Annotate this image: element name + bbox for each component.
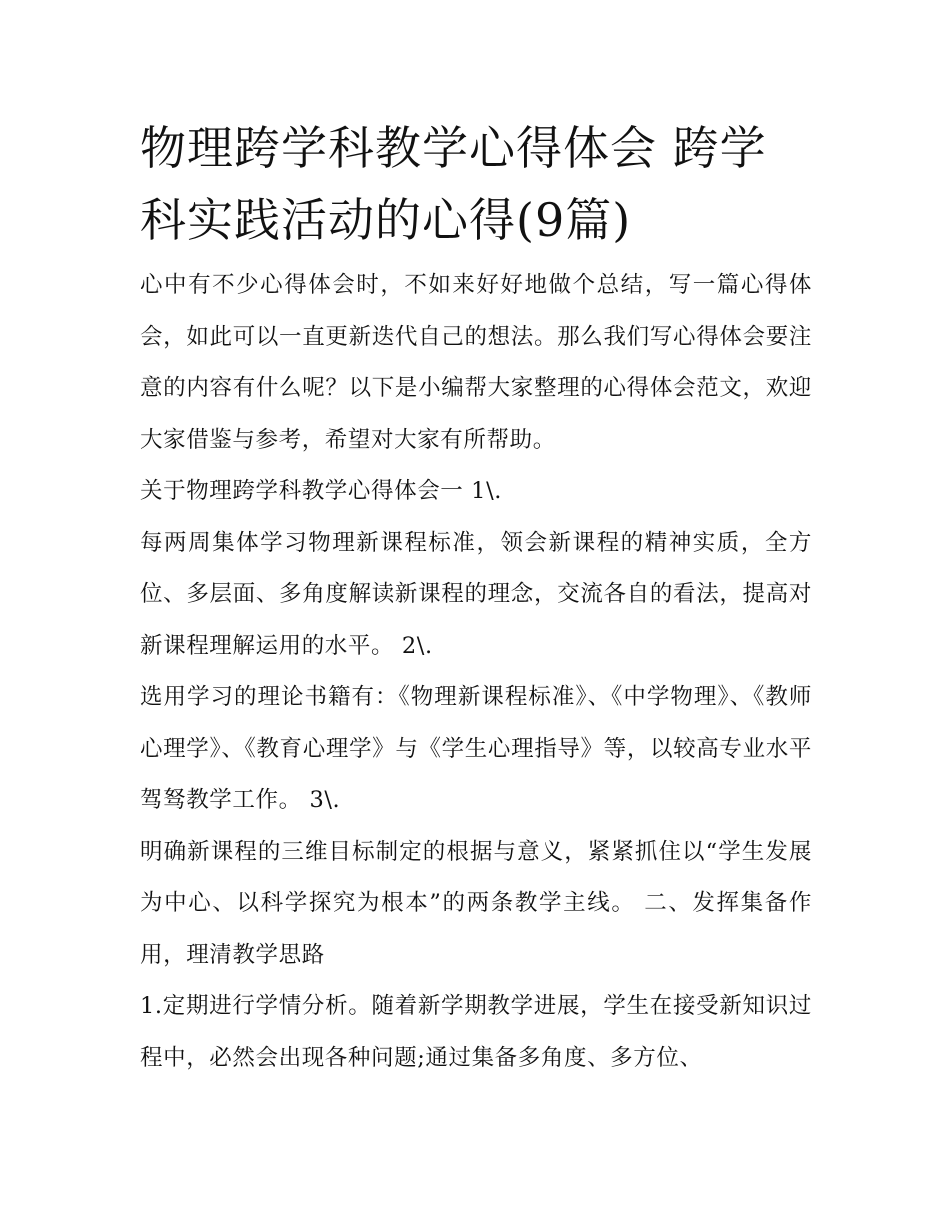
paragraph-item-4: 1.定期进行学情分析。随着新学期教学进展，学生在接受新知识过程中，必然会出现各种问题;通过集备多角度、多方位、 — [140, 993, 812, 1071]
paragraph-item-2: 选用学习的理论书籍有：《物理新课程标准》、《中学物理》、《教师心理学》、《教育心理学》与《学生心理指导》等，以较高专业水平驾驽教学工作。 3\. — [140, 684, 812, 813]
document-title: 物理跨学科教学心得体会 跨学科实践活动的心得(9篇) — [140, 121, 767, 247]
paragraph-section-heading: 关于物理跨学科教学心得体会一 1\. — [140, 478, 503, 504]
document-body — [140, 112, 812, 1084]
paragraph-intro: 心中有不少心得体会时，不如来好好地做个总结，写一篇心得体会，如此可以一直更新迭代自己的想法。那么我们写心得体会要注意的内容有什么呢？以下是小编帮大家整理的心得体会范文，欢迎大家借鉴与参考，希望对大家有所帮助。 — [140, 272, 812, 453]
paragraph-item-3: 明确新课程的三维目标制定的根据与意义，紧紧抓住以“学生发展为中心、以科学探究为根本”的两条教学主线。 二、发挥集备作用，理清教学思路 — [140, 838, 812, 968]
paragraph-item-1: 每两周集体学习物理新课程标准，领会新课程的精神实质，全方位、多层面、多角度解读新课程的理念，交流各自的看法，提高对新课程理解运用的水平。 2\. — [140, 529, 812, 659]
